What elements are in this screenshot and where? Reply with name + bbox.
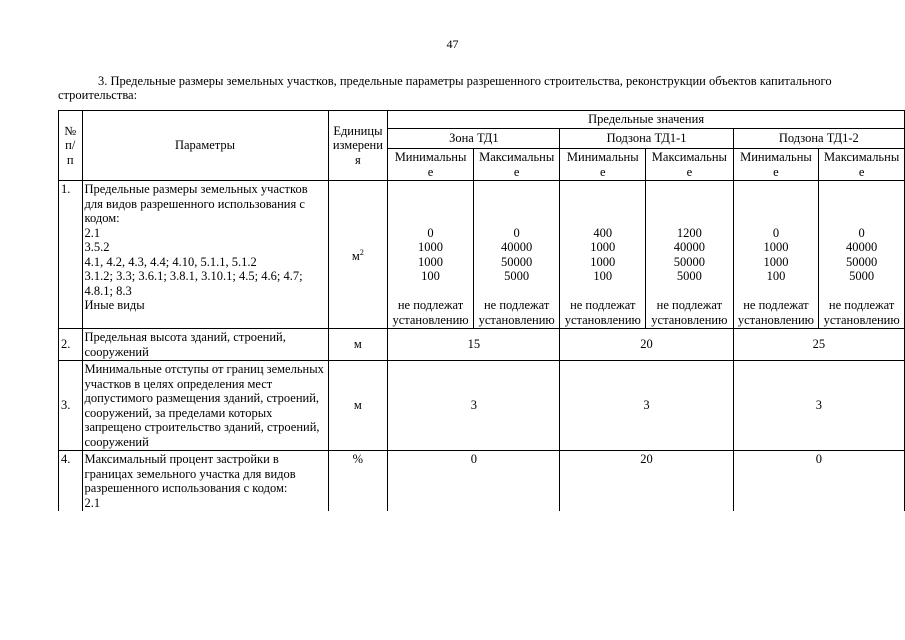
value-cell: 0 [733, 451, 904, 512]
header-limit-values: Предельные значения [388, 111, 905, 129]
row-parameter: Максимальный процент застройки в границах земельного участка для видов разрешенного использования с кодом: 2.1 [82, 451, 328, 512]
parameters-table [58, 110, 905, 511]
header-min: Минимальны е [560, 149, 646, 181]
value-cell: 15 [388, 329, 560, 361]
row-unit: м [328, 361, 388, 451]
row-parameter: Минимальные отступы от границ земельных участков в целях определения мест допустимого размещения зданий, строений, сооружений, за пределами которых запрещено строительство зданий, строений, сооружений [82, 361, 328, 451]
value-cell: 0 1000 1000 100 не подлежат установлению [388, 181, 474, 329]
table-row [59, 361, 905, 451]
row-number: 4. [59, 451, 83, 512]
row-number: 2. [59, 329, 83, 361]
header-zone-td1: Зона ТД1 [388, 129, 560, 149]
table-row [59, 329, 905, 361]
value-cell: 0 [388, 451, 560, 512]
value-cell: 20 [560, 451, 733, 512]
row-number: 1. [59, 181, 83, 329]
row-parameter: Предельные размеры земельных участков для видов разрешенного использования с кодом: 2.1 3.5.2 4.1, 4.2, 4.3, 4.4; 4.10, 5.1.1, 5.1.2 3.1.2; 3.3; 3.6.1; 3.8.1, 3.10.1; 4.5; 4.6; 4.7; 4.8.1; 8.3 Иные виды [82, 181, 328, 329]
value-cell: 400 1000 1000 100 не подлежат установлению [560, 181, 646, 329]
row-unit: $м^2$ [328, 181, 388, 329]
row-unit: % [328, 451, 388, 512]
header-subzone-td1-1: Подзона ТД1-1 [560, 129, 733, 149]
header-max: Максимальны е [473, 149, 560, 181]
header-min: Минимальны е [733, 149, 819, 181]
header-max: Максимальны е [646, 149, 734, 181]
header-subzone-td1-2: Подзона ТД1-2 [733, 129, 904, 149]
table-row [59, 181, 905, 329]
row-number: 3. [59, 361, 83, 451]
header-units: Единицы измерени я [328, 111, 388, 181]
page-number: 47 [446, 37, 459, 51]
header-number: № п/ п [59, 111, 83, 181]
value-cell: 3 [560, 361, 733, 451]
value-cell: 0 40000 50000 5000 не подлежат установлению [819, 181, 905, 329]
value-cell: 0 1000 1000 100 не подлежат установлению [733, 181, 819, 329]
value-cell: 20 [560, 329, 733, 361]
row-unit: м [328, 329, 388, 361]
value-cell: 3 [733, 361, 904, 451]
header-max: Максимальны е [819, 149, 905, 181]
value-cell: 25 [733, 329, 904, 361]
row-parameter: Предельная высота зданий, строений, сооружений [82, 329, 328, 361]
header-min: Минимальны е [388, 149, 474, 181]
value-cell: 3 [388, 361, 560, 451]
value-cell: 1200 40000 50000 5000 не подлежат установлению [646, 181, 734, 329]
section-heading: 3. Предельные размеры земельных участков, предельные параметры разрешенного строительства, реконструкции объектов капитального строительства: [58, 74, 832, 102]
header-parameters: Параметры [82, 111, 328, 181]
table-row [59, 451, 905, 512]
value-cell: 0 40000 50000 5000 не подлежат установлению [473, 181, 560, 329]
